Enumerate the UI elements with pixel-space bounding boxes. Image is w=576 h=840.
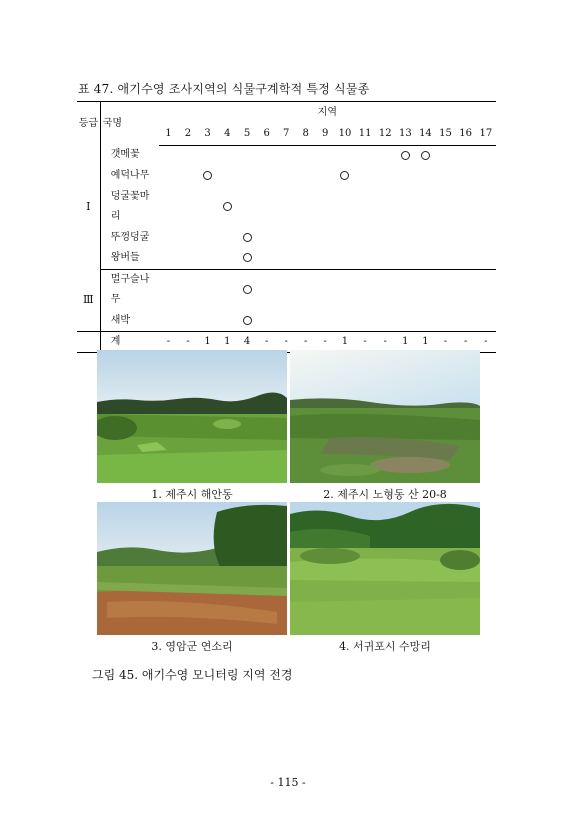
figure-caption: 그림 45. 애기수영 모니터링 지역 전경 — [92, 668, 293, 682]
region-cell — [315, 145, 335, 166]
region-cell — [276, 145, 296, 166]
region-cell — [159, 145, 179, 166]
total-cell: - — [435, 332, 455, 353]
region-cell — [217, 166, 237, 187]
region-number: 7 — [276, 124, 296, 145]
region-number: 10 — [335, 124, 355, 145]
region-number: 11 — [355, 124, 375, 145]
region-cell — [217, 311, 237, 332]
region-cell — [178, 166, 198, 187]
region-cell — [476, 187, 496, 228]
region-cell — [435, 311, 455, 332]
region-cell — [257, 311, 277, 332]
region-cell — [198, 248, 218, 269]
region-cell — [355, 187, 375, 228]
region-cell — [315, 166, 335, 187]
region-cell — [178, 187, 198, 228]
presence-circle-icon — [401, 151, 410, 160]
region-cell — [476, 269, 496, 311]
table-row — [77, 187, 496, 228]
region-cell — [257, 145, 277, 166]
region-cell — [296, 228, 316, 249]
header-name: 국명 — [100, 102, 158, 146]
region-cell — [355, 145, 375, 166]
region-cell — [375, 187, 395, 228]
region-cell — [237, 166, 257, 187]
region-cell — [237, 228, 257, 249]
species-name: 멀구슬나무 — [110, 273, 150, 305]
region-cell — [198, 145, 218, 166]
region-cell — [315, 228, 335, 249]
region-cell — [375, 248, 395, 269]
species-name: 예덕나무 — [110, 170, 150, 181]
region-cell — [178, 248, 198, 269]
table-row — [77, 166, 496, 187]
species-name: 갯메꽃 — [110, 149, 140, 161]
region-cell — [335, 269, 355, 311]
region-cell — [435, 166, 455, 187]
total-cell: - — [375, 332, 395, 353]
species-name: 왕버들 — [100, 248, 158, 269]
region-cell — [415, 145, 435, 166]
photo-caption-1: 1. 제주시 해안동 — [151, 488, 233, 501]
total-cell: 1 — [198, 332, 218, 353]
region-cell — [217, 269, 237, 311]
total-cell: - — [355, 332, 375, 353]
region-cell — [276, 248, 296, 269]
region-cell — [178, 269, 198, 311]
species-name: 덩굴꽃마리 — [110, 190, 150, 222]
region-cell — [237, 311, 257, 332]
total-cell: 1 — [395, 332, 415, 353]
region-cell — [198, 187, 218, 228]
total-cell: - — [456, 332, 476, 353]
total-cell: - — [315, 332, 335, 353]
region-number: 8 — [296, 124, 316, 145]
region-cell — [415, 187, 435, 228]
region-cell — [257, 228, 277, 249]
table-caption: 표 47. 애기수영 조사지역의 식물구계학적 특정 식물종 — [78, 82, 370, 96]
region-cell — [435, 187, 455, 228]
region-cell — [395, 166, 415, 187]
total-cell: 1 — [217, 332, 237, 353]
region-cell — [456, 228, 476, 249]
total-cell: 4 — [237, 332, 257, 353]
presence-circle-icon — [340, 171, 349, 180]
region-cell — [456, 166, 476, 187]
total-cell: - — [276, 332, 296, 353]
total-cell: - — [257, 332, 277, 353]
region-cell — [237, 145, 257, 166]
species-name: 뚜껑덩굴 — [110, 231, 150, 243]
presence-circle-icon — [243, 285, 252, 294]
region-number: 6 — [257, 124, 277, 145]
region-cell — [476, 228, 496, 249]
photo-3 — [97, 502, 287, 635]
region-cell — [159, 269, 179, 311]
region-cell — [296, 166, 316, 187]
region-cell — [476, 311, 496, 332]
presence-circle-icon — [243, 253, 252, 262]
region-number: 13 — [395, 124, 415, 145]
region-cell — [355, 269, 375, 311]
photo-1 — [97, 350, 287, 483]
presence-circle-icon — [421, 151, 430, 160]
region-cell — [198, 311, 218, 332]
region-cell — [375, 145, 395, 166]
region-number: 15 — [435, 124, 455, 145]
total-cell: - — [296, 332, 316, 353]
region-cell — [395, 311, 415, 332]
region-cell — [296, 248, 316, 269]
region-cell — [276, 269, 296, 311]
region-cell — [355, 166, 375, 187]
region-number: 3 — [198, 124, 218, 145]
region-cell — [415, 248, 435, 269]
region-cell — [435, 228, 455, 249]
total-cell: 1 — [335, 332, 355, 353]
region-cell — [276, 166, 296, 187]
region-cell — [217, 187, 237, 228]
region-cell — [237, 269, 257, 311]
region-cell — [435, 269, 455, 311]
region-cell — [456, 311, 476, 332]
region-cell — [415, 269, 435, 311]
region-cell — [257, 269, 277, 311]
region-cell — [315, 248, 335, 269]
region-cell — [435, 248, 455, 269]
photo-4 — [290, 502, 480, 635]
region-cell — [375, 228, 395, 249]
table-row — [77, 228, 496, 249]
presence-circle-icon — [243, 233, 252, 242]
presence-circle-icon — [223, 202, 232, 211]
region-cell — [217, 145, 237, 166]
table-row — [77, 269, 496, 311]
region-cell — [237, 248, 257, 269]
photo-caption-2: 2. 제주시 노형동 산 20-8 — [323, 488, 447, 501]
total-cell: - — [178, 332, 198, 353]
photo-caption-3: 3. 영암군 연소리 — [151, 640, 233, 653]
region-cell — [315, 269, 335, 311]
presence-circle-icon — [243, 316, 252, 325]
region-cell — [159, 311, 179, 332]
region-cell — [395, 248, 415, 269]
region-cell — [296, 145, 316, 166]
region-cell — [355, 228, 375, 249]
region-cell — [456, 187, 476, 228]
region-cell — [315, 311, 335, 332]
region-cell — [159, 187, 179, 228]
region-number: 5 — [237, 124, 257, 145]
region-cell — [456, 248, 476, 269]
region-cell — [375, 269, 395, 311]
region-cell — [276, 228, 296, 249]
region-cell — [355, 311, 375, 332]
region-cell — [159, 166, 179, 187]
region-cell — [159, 228, 179, 249]
region-cell — [395, 228, 415, 249]
region-number: 17 — [476, 124, 496, 145]
region-cell — [178, 228, 198, 249]
photo-2 — [290, 350, 480, 483]
presence-circle-icon — [203, 171, 212, 180]
region-number: 1 — [159, 124, 179, 145]
region-cell — [178, 145, 198, 166]
table-row — [77, 311, 496, 332]
total-cell: - — [476, 332, 496, 353]
region-cell — [456, 269, 476, 311]
region-cell — [476, 248, 496, 269]
region-cell — [395, 187, 415, 228]
grade-cell: Ⅰ — [77, 145, 100, 269]
region-number: 16 — [456, 124, 476, 145]
region-number: 4 — [217, 124, 237, 145]
total-cell: 1 — [415, 332, 435, 353]
region-number: 2 — [178, 124, 198, 145]
region-cell — [335, 311, 355, 332]
region-cell — [335, 145, 355, 166]
region-cell — [395, 145, 415, 166]
region-cell — [335, 228, 355, 249]
region-cell — [276, 187, 296, 228]
region-cell — [178, 311, 198, 332]
table-row — [77, 145, 496, 166]
region-number: 12 — [375, 124, 395, 145]
region-number: 9 — [315, 124, 335, 145]
region-cell — [395, 269, 415, 311]
region-cell — [257, 166, 277, 187]
region-cell — [198, 166, 218, 187]
region-cell — [476, 145, 496, 166]
region-cell — [217, 228, 237, 249]
region-cell — [375, 311, 395, 332]
region-cell — [257, 248, 277, 269]
region-cell — [335, 187, 355, 228]
header-region: 지역 — [159, 102, 496, 125]
region-cell — [375, 166, 395, 187]
region-number: 14 — [415, 124, 435, 145]
region-cell — [335, 248, 355, 269]
region-cell — [415, 311, 435, 332]
region-cell — [476, 166, 496, 187]
region-cell — [355, 248, 375, 269]
total-cell: - — [159, 332, 179, 353]
region-cell — [296, 187, 316, 228]
region-cell — [296, 311, 316, 332]
region-cell — [198, 269, 218, 311]
table-row — [77, 248, 496, 269]
header-grade: 등급 — [77, 102, 100, 146]
page-number: - 115 - — [270, 776, 306, 789]
region-cell — [257, 187, 277, 228]
region-cell — [415, 228, 435, 249]
plant-table — [77, 101, 496, 353]
region-cell — [415, 166, 435, 187]
grade-cell: Ⅲ — [77, 269, 100, 332]
region-cell — [276, 311, 296, 332]
species-name: 새박 — [100, 311, 158, 332]
region-cell — [335, 166, 355, 187]
photo-caption-4: 4. 서귀포시 수망리 — [339, 640, 431, 653]
region-cell — [315, 187, 335, 228]
region-cell — [198, 228, 218, 249]
region-cell — [435, 145, 455, 166]
region-cell — [159, 248, 179, 269]
region-cell — [296, 269, 316, 311]
region-cell — [456, 145, 476, 166]
region-cell — [217, 248, 237, 269]
region-cell — [237, 187, 257, 228]
total-label: 계 — [100, 332, 158, 353]
